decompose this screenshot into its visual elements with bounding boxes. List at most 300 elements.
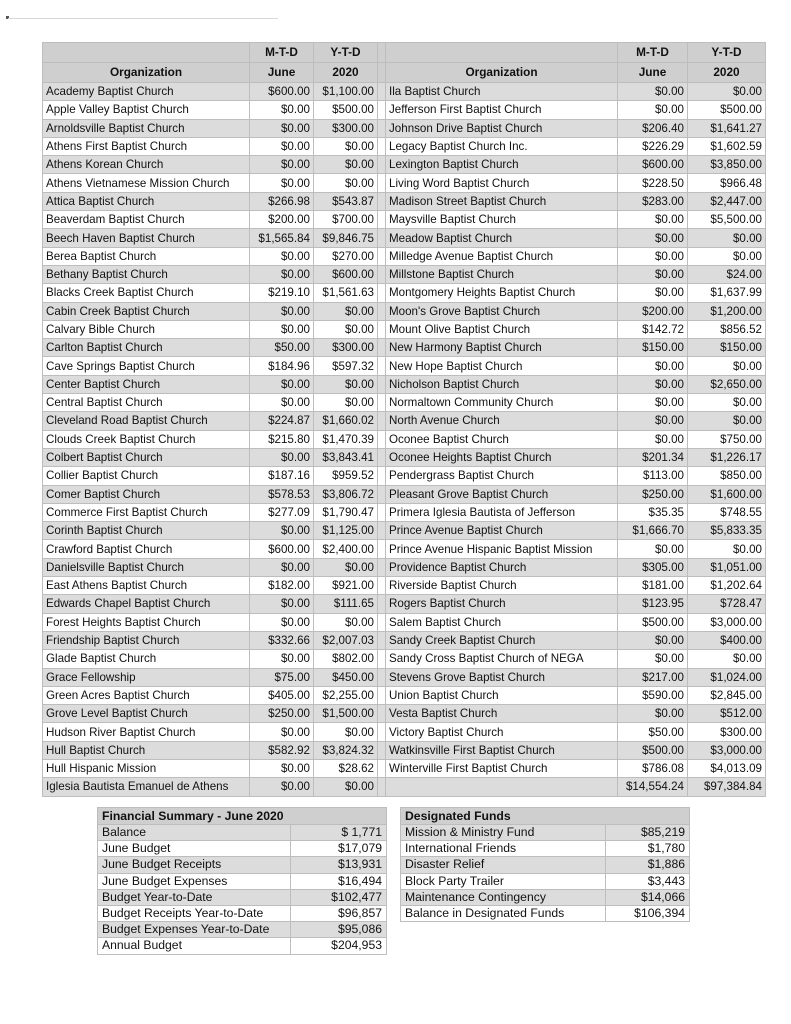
financial-summary-label: June Budget — [98, 841, 291, 857]
right-organization: Primera Iglesia Bautista of Jefferson — [386, 503, 618, 521]
right-ytd: $3,000.00 — [688, 741, 766, 759]
table-row — [43, 302, 766, 320]
right-ytd: $1,024.00 — [688, 668, 766, 686]
left-mtd: $266.98 — [250, 192, 314, 210]
header-ytd: Y-T-D — [314, 43, 378, 63]
left-ytd: $3,843.41 — [314, 448, 378, 466]
right-organization: Mount Olive Baptist Church — [386, 320, 618, 338]
right-ytd: $1,051.00 — [688, 558, 766, 576]
right-organization: Salem Baptist Church — [386, 613, 618, 631]
table-row — [43, 613, 766, 631]
left-ytd: $2,400.00 — [314, 540, 378, 558]
financial-summary-label: Balance — [98, 825, 291, 841]
left-organization: Cave Springs Baptist Church — [43, 357, 250, 375]
financial-summary-label: Budget Receipts Year-to-Date — [98, 905, 291, 921]
financial-summary-value: $95,086 — [291, 922, 387, 938]
left-ytd: $921.00 — [314, 577, 378, 595]
column-gap — [378, 284, 386, 302]
column-gap — [378, 412, 386, 430]
column-gap — [378, 485, 386, 503]
right-organization: Milledge Avenue Baptist Church — [386, 247, 618, 265]
right-ytd: $1,226.17 — [688, 448, 766, 466]
right-organization: New Hope Baptist Church — [386, 357, 618, 375]
left-ytd: $1,500.00 — [314, 705, 378, 723]
giving-table — [42, 42, 766, 797]
table-row — [43, 83, 766, 101]
right-mtd: $500.00 — [618, 741, 688, 759]
right-mtd: $0.00 — [618, 394, 688, 412]
left-organization: Beech Haven Baptist Church — [43, 229, 250, 247]
right-organization: New Harmony Baptist Church — [386, 339, 618, 357]
financial-summary-value: $ 1,771 — [291, 825, 387, 841]
right-organization: Prince Avenue Baptist Church — [386, 522, 618, 540]
financial-summary-label: June Budget Expenses — [98, 873, 291, 889]
left-mtd: $600.00 — [250, 83, 314, 101]
left-ytd: $0.00 — [314, 375, 378, 393]
left-ytd: $959.52 — [314, 467, 378, 485]
right-ytd: $2,845.00 — [688, 686, 766, 704]
table-row — [43, 503, 766, 521]
right-mtd: $206.40 — [618, 119, 688, 137]
right-mtd: $181.00 — [618, 577, 688, 595]
financial-summary-label: Annual Budget — [98, 938, 291, 954]
left-mtd: $0.00 — [250, 265, 314, 283]
right-ytd: $4,013.09 — [688, 759, 766, 777]
right-organization: Pendergrass Baptist Church — [386, 467, 618, 485]
column-gap — [378, 101, 386, 119]
column-gap — [378, 156, 386, 174]
left-mtd: $0.00 — [250, 650, 314, 668]
left-mtd: $405.00 — [250, 686, 314, 704]
right-mtd: $590.00 — [618, 686, 688, 704]
left-organization: Danielsville Baptist Church — [43, 558, 250, 576]
left-organization: Beaverdam Baptist Church — [43, 211, 250, 229]
right-mtd: $226.29 — [618, 137, 688, 155]
right-mtd: $0.00 — [618, 430, 688, 448]
right-ytd: $1,602.59 — [688, 137, 766, 155]
left-ytd: $2,255.00 — [314, 686, 378, 704]
left-mtd: $0.00 — [250, 448, 314, 466]
column-gap — [378, 137, 386, 155]
giving-body — [43, 83, 766, 797]
column-gap — [378, 613, 386, 631]
table-row — [43, 339, 766, 357]
column-gap — [378, 577, 386, 595]
total-label-empty — [386, 778, 618, 796]
table-row — [43, 558, 766, 576]
right-mtd: $0.00 — [618, 540, 688, 558]
left-mtd: $187.16 — [250, 467, 314, 485]
left-organization: Athens Vietnamese Mission Church — [43, 174, 250, 192]
left-ytd: $600.00 — [314, 265, 378, 283]
left-mtd: $184.96 — [250, 357, 314, 375]
right-ytd: $5,500.00 — [688, 211, 766, 229]
left-ytd: $1,125.00 — [314, 522, 378, 540]
table-row — [43, 247, 766, 265]
right-organization: Oconee Baptist Church — [386, 430, 618, 448]
scan-artifact-line — [8, 18, 278, 19]
table-row — [43, 759, 766, 777]
designated-funds-row — [401, 905, 690, 921]
table-row — [43, 741, 766, 759]
header-gap — [378, 43, 386, 63]
left-ytd: $300.00 — [314, 119, 378, 137]
column-gap — [378, 686, 386, 704]
left-mtd: $578.53 — [250, 485, 314, 503]
table-row — [43, 467, 766, 485]
designated-funds-title-row — [401, 808, 690, 825]
table-row — [43, 119, 766, 137]
table-row — [43, 723, 766, 741]
left-mtd: $75.00 — [250, 668, 314, 686]
right-organization: Union Baptist Church — [386, 686, 618, 704]
right-mtd: $142.72 — [618, 320, 688, 338]
right-ytd: $512.00 — [688, 705, 766, 723]
right-organization: Meadow Baptist Church — [386, 229, 618, 247]
right-mtd: $0.00 — [618, 375, 688, 393]
right-mtd: $0.00 — [618, 101, 688, 119]
left-mtd: $0.00 — [250, 522, 314, 540]
header-mtd: M-T-D — [618, 43, 688, 63]
left-mtd: $0.00 — [250, 558, 314, 576]
column-gap — [378, 759, 386, 777]
column-gap — [378, 522, 386, 540]
left-ytd: $500.00 — [314, 101, 378, 119]
right-ytd: $1,637.99 — [688, 284, 766, 302]
column-gap — [378, 741, 386, 759]
left-organization: Berea Baptist Church — [43, 247, 250, 265]
table-row — [43, 448, 766, 466]
table-row — [43, 265, 766, 283]
column-gap — [378, 430, 386, 448]
left-ytd: $700.00 — [314, 211, 378, 229]
left-organization: Apple Valley Baptist Church — [43, 101, 250, 119]
right-ytd: $748.55 — [688, 503, 766, 521]
left-ytd: $802.00 — [314, 650, 378, 668]
left-ytd: $0.00 — [314, 302, 378, 320]
left-mtd: $0.00 — [250, 759, 314, 777]
right-ytd: $850.00 — [688, 467, 766, 485]
right-ytd: $856.52 — [688, 320, 766, 338]
right-mtd: $500.00 — [618, 613, 688, 631]
left-mtd: $219.10 — [250, 284, 314, 302]
left-mtd: $0.00 — [250, 101, 314, 119]
right-organization: Watkinsville First Baptist Church — [386, 741, 618, 759]
designated-funds-value: $14,066 — [606, 889, 690, 905]
designated-funds-value: $1,780 — [606, 841, 690, 857]
right-mtd: $0.00 — [618, 357, 688, 375]
left-mtd: $1,565.84 — [250, 229, 314, 247]
right-ytd: $0.00 — [688, 247, 766, 265]
table-row — [43, 284, 766, 302]
right-ytd: $300.00 — [688, 723, 766, 741]
left-ytd: $597.32 — [314, 357, 378, 375]
left-ytd: $3,806.72 — [314, 485, 378, 503]
column-gap — [378, 650, 386, 668]
right-organization: Riverside Baptist Church — [386, 577, 618, 595]
column-gap — [378, 320, 386, 338]
right-ytd: $5,833.35 — [688, 522, 766, 540]
table-row — [43, 522, 766, 540]
right-organization: Millstone Baptist Church — [386, 265, 618, 283]
right-mtd: $0.00 — [618, 650, 688, 668]
left-organization: Arnoldsville Baptist Church — [43, 119, 250, 137]
table-row — [43, 650, 766, 668]
right-ytd: $0.00 — [688, 83, 766, 101]
left-ytd: $450.00 — [314, 668, 378, 686]
right-mtd: $786.08 — [618, 759, 688, 777]
left-organization: Cleveland Road Baptist Church — [43, 412, 250, 430]
left-organization: Bethany Baptist Church — [43, 265, 250, 283]
financial-summary-table — [97, 807, 387, 955]
right-ytd: $728.47 — [688, 595, 766, 613]
total-ytd: $97,384.84 — [688, 778, 766, 796]
left-mtd: $250.00 — [250, 705, 314, 723]
right-mtd: $35.35 — [618, 503, 688, 521]
right-organization: North Avenue Church — [386, 412, 618, 430]
left-organization: Iglesia Bautista Emanuel de Athens — [43, 778, 250, 796]
right-ytd: $0.00 — [688, 650, 766, 668]
left-ytd: $0.00 — [314, 156, 378, 174]
designated-funds-label: Balance in Designated Funds — [401, 905, 606, 921]
column-gap — [378, 705, 386, 723]
right-mtd: $250.00 — [618, 485, 688, 503]
financial-summary-row — [98, 938, 387, 954]
left-ytd: $0.00 — [314, 558, 378, 576]
table-row — [43, 174, 766, 192]
right-organization: Nicholson Baptist Church — [386, 375, 618, 393]
financial-summary-row — [98, 825, 387, 841]
header-year: 2020 — [314, 63, 378, 83]
left-organization: Grove Level Baptist Church — [43, 705, 250, 723]
right-organization: Victory Baptist Church — [386, 723, 618, 741]
designated-funds-label: International Friends — [401, 841, 606, 857]
financial-summary-row — [98, 905, 387, 921]
left-ytd: $543.87 — [314, 192, 378, 210]
header-ytd: Y-T-D — [688, 43, 766, 63]
column-gap — [378, 357, 386, 375]
right-mtd: $50.00 — [618, 723, 688, 741]
right-mtd: $0.00 — [618, 705, 688, 723]
right-mtd: $1,666.70 — [618, 522, 688, 540]
left-organization: Colbert Baptist Church — [43, 448, 250, 466]
left-mtd: $182.00 — [250, 577, 314, 595]
right-ytd: $750.00 — [688, 430, 766, 448]
right-organization: Maysville Baptist Church — [386, 211, 618, 229]
right-organization: Prince Avenue Hispanic Baptist Mission — [386, 540, 618, 558]
header-row-1 — [43, 43, 766, 63]
table-row — [43, 101, 766, 119]
right-ytd: $500.00 — [688, 101, 766, 119]
right-organization: Stevens Grove Baptist Church — [386, 668, 618, 686]
right-mtd: $228.50 — [618, 174, 688, 192]
right-mtd: $305.00 — [618, 558, 688, 576]
left-ytd: $1,660.02 — [314, 412, 378, 430]
column-gap — [378, 83, 386, 101]
table-row — [43, 357, 766, 375]
column-gap — [378, 778, 386, 796]
table-row — [43, 156, 766, 174]
left-ytd: $1,561.63 — [314, 284, 378, 302]
right-ytd: $3,850.00 — [688, 156, 766, 174]
designated-funds-row — [401, 873, 690, 889]
designated-funds-label: Mission & Ministry Fund — [401, 825, 606, 841]
left-organization: Cabin Creek Baptist Church — [43, 302, 250, 320]
left-ytd: $28.62 — [314, 759, 378, 777]
table-row — [43, 137, 766, 155]
right-ytd: $3,000.00 — [688, 613, 766, 631]
column-gap — [378, 503, 386, 521]
table-row — [43, 375, 766, 393]
column-gap — [378, 339, 386, 357]
right-mtd: $200.00 — [618, 302, 688, 320]
table-row — [43, 192, 766, 210]
designated-funds-label: Disaster Relief — [401, 857, 606, 873]
header-blank — [43, 43, 250, 63]
column-gap — [378, 540, 386, 558]
left-ytd: $2,007.03 — [314, 631, 378, 649]
left-ytd: $3,824.32 — [314, 741, 378, 759]
financial-summary-row — [98, 841, 387, 857]
left-ytd: $0.00 — [314, 778, 378, 796]
financial-summary-value: $16,494 — [291, 873, 387, 889]
designated-funds-value: $106,394 — [606, 905, 690, 921]
left-organization: Academy Baptist Church — [43, 83, 250, 101]
financial-summary-row — [98, 889, 387, 905]
right-ytd: $1,200.00 — [688, 302, 766, 320]
left-organization: East Athens Baptist Church — [43, 577, 250, 595]
left-mtd: $224.87 — [250, 412, 314, 430]
right-ytd: $400.00 — [688, 631, 766, 649]
left-ytd: $1,790.47 — [314, 503, 378, 521]
column-gap — [378, 631, 386, 649]
right-ytd: $24.00 — [688, 265, 766, 283]
left-ytd: $9,846.75 — [314, 229, 378, 247]
left-organization: Corinth Baptist Church — [43, 522, 250, 540]
right-mtd: $217.00 — [618, 668, 688, 686]
left-mtd: $0.00 — [250, 613, 314, 631]
table-row — [43, 394, 766, 412]
left-mtd: $0.00 — [250, 247, 314, 265]
right-mtd: $0.00 — [618, 229, 688, 247]
left-organization: Comer Baptist Church — [43, 485, 250, 503]
header-row-2 — [43, 63, 766, 83]
column-gap — [378, 558, 386, 576]
designated-funds-row — [401, 889, 690, 905]
right-organization: Sandy Cross Baptist Church of NEGA — [386, 650, 618, 668]
header-year: 2020 — [688, 63, 766, 83]
left-organization: Collier Baptist Church — [43, 467, 250, 485]
designated-funds-row — [401, 857, 690, 873]
left-organization: Edwards Chapel Baptist Church — [43, 595, 250, 613]
right-organization: Sandy Creek Baptist Church — [386, 631, 618, 649]
left-organization: Friendship Baptist Church — [43, 631, 250, 649]
left-mtd: $0.00 — [250, 302, 314, 320]
right-organization: Oconee Heights Baptist Church — [386, 448, 618, 466]
financial-summary-value: $17,079 — [291, 841, 387, 857]
column-gap — [378, 174, 386, 192]
left-mtd: $600.00 — [250, 540, 314, 558]
left-organization: Clouds Creek Baptist Church — [43, 430, 250, 448]
right-mtd: $283.00 — [618, 192, 688, 210]
left-organization: Carlton Baptist Church — [43, 339, 250, 357]
left-mtd: $0.00 — [250, 394, 314, 412]
left-mtd: $200.00 — [250, 211, 314, 229]
right-ytd: $1,202.64 — [688, 577, 766, 595]
left-organization: Athens First Baptist Church — [43, 137, 250, 155]
right-ytd: $0.00 — [688, 229, 766, 247]
table-row — [43, 412, 766, 430]
header-organization: Organization — [43, 63, 250, 83]
right-mtd: $113.00 — [618, 467, 688, 485]
financial-summary-title: Financial Summary - June 2020 — [98, 808, 387, 825]
designated-funds-label: Block Party Trailer — [401, 873, 606, 889]
right-organization: Ila Baptist Church — [386, 83, 618, 101]
left-ytd: $1,100.00 — [314, 83, 378, 101]
right-organization: Providence Baptist Church — [386, 558, 618, 576]
designated-funds-value: $1,886 — [606, 857, 690, 873]
right-organization: Pleasant Grove Baptist Church — [386, 485, 618, 503]
table-row — [43, 705, 766, 723]
table-row — [43, 211, 766, 229]
right-organization: Rogers Baptist Church — [386, 595, 618, 613]
left-organization: Commerce First Baptist Church — [43, 503, 250, 521]
right-organization: Johnson Drive Baptist Church — [386, 119, 618, 137]
financial-summary-value: $204,953 — [291, 938, 387, 954]
left-organization: Green Acres Baptist Church — [43, 686, 250, 704]
left-ytd: $0.00 — [314, 613, 378, 631]
right-ytd: $0.00 — [688, 412, 766, 430]
table-row — [43, 631, 766, 649]
column-gap — [378, 668, 386, 686]
column-gap — [378, 467, 386, 485]
right-ytd: $150.00 — [688, 339, 766, 357]
column-gap — [378, 394, 386, 412]
designated-funds-value: $85,219 — [606, 825, 690, 841]
right-mtd: $201.34 — [618, 448, 688, 466]
financial-summary-row — [98, 873, 387, 889]
right-mtd: $150.00 — [618, 339, 688, 357]
left-mtd: $0.00 — [250, 320, 314, 338]
financial-summary-row — [98, 857, 387, 873]
financial-summary-label: Budget Year-to-Date — [98, 889, 291, 905]
right-mtd: $0.00 — [618, 83, 688, 101]
header-mtd: M-T-D — [250, 43, 314, 63]
left-ytd: $270.00 — [314, 247, 378, 265]
header-gap — [378, 63, 386, 83]
left-organization: Glade Baptist Church — [43, 650, 250, 668]
column-gap — [378, 229, 386, 247]
right-organization: Lexington Baptist Church — [386, 156, 618, 174]
left-ytd: $111.65 — [314, 595, 378, 613]
left-organization: Hull Hispanic Mission — [43, 759, 250, 777]
header-june: June — [250, 63, 314, 83]
right-organization: Montgomery Heights Baptist Church — [386, 284, 618, 302]
left-ytd: $0.00 — [314, 137, 378, 155]
right-ytd: $2,650.00 — [688, 375, 766, 393]
table-row — [43, 540, 766, 558]
column-gap — [378, 302, 386, 320]
left-mtd: $0.00 — [250, 778, 314, 796]
column-gap — [378, 247, 386, 265]
left-organization: Central Baptist Church — [43, 394, 250, 412]
left-organization: Attica Baptist Church — [43, 192, 250, 210]
left-mtd: $215.80 — [250, 430, 314, 448]
left-mtd: $0.00 — [250, 595, 314, 613]
left-mtd: $277.09 — [250, 503, 314, 521]
left-ytd: $0.00 — [314, 394, 378, 412]
right-ytd: $0.00 — [688, 540, 766, 558]
